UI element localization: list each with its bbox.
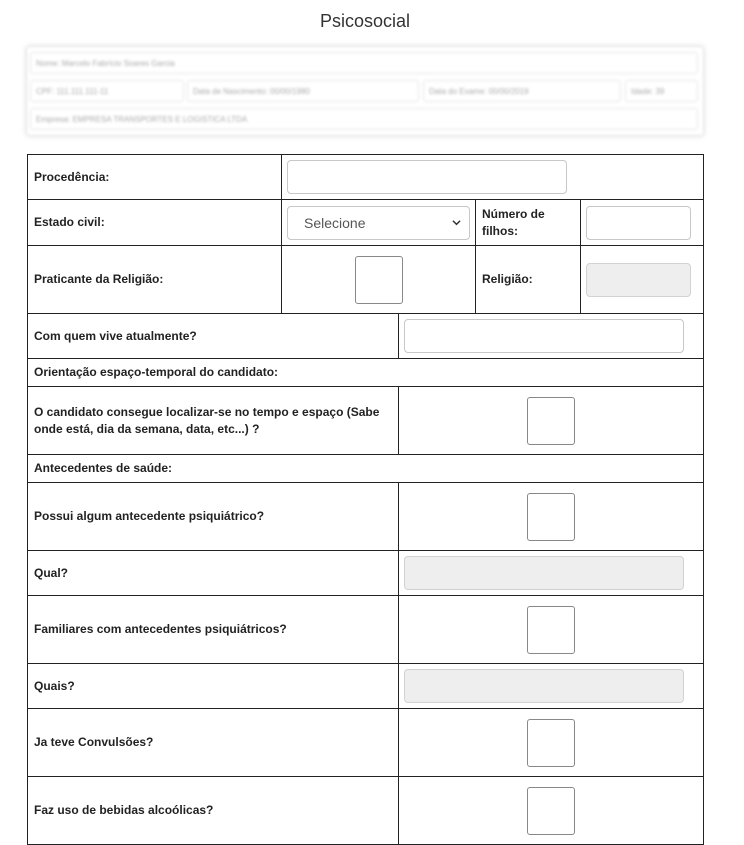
religiao-input[interactable] [586,263,691,297]
row-familiares [28,596,704,664]
alcool-checkbox[interactable] [527,787,575,835]
row-orientacao-header [28,359,704,387]
quais-label: Quais? [28,664,399,709]
praticante-religiao-checkbox[interactable] [355,256,403,304]
religiao-label: Religião: [476,246,581,314]
row-alcool [28,777,704,845]
localizar-checkbox[interactable] [527,397,575,445]
procedencia-input[interactable] [287,160,567,194]
patient-exam-date-field: Data do Exame: 00/00/2019 [423,80,621,102]
patient-birth-date-field: Data de Nascimento: 00/00/1980 [187,80,419,102]
patient-company-field: Empresa: EMPRESA TRANSPORTES E LOGISTICA LTDA [30,108,698,130]
convulsoes-label: Ja teve Convulsões? [28,709,399,777]
localizar-label: O candidato consegue localizar-se no tempo e espaço (Sabe onde está, dia da semana, data, etc...) ? [28,387,399,455]
patient-name-field: Nome: Marcelo Fabrício Soares Garcia [30,52,698,74]
psiquiatrico-checkbox[interactable] [527,493,575,541]
quais-input[interactable] [404,669,684,703]
row-antecedentes-header [28,455,704,483]
row-vive [28,314,704,359]
vive-input[interactable] [404,319,684,353]
row-convulsoes [28,709,704,777]
familiares-checkbox[interactable] [527,606,575,654]
psiquiatrico-label: Possui algum antecedente psiquiátrico? [28,483,399,551]
qual-label: Qual? [28,551,399,596]
praticante-religiao-label: Praticante da Religião: [28,246,282,314]
antecedentes-header: Antecedentes de saúde: [28,455,704,483]
patient-cpf-field: CPF: 111.111.111-11 [30,80,184,102]
alcool-label: Faz uso de bebidas alcoólicas? [28,777,399,845]
row-estado-civil [28,200,704,246]
row-quais [28,664,704,709]
row-religiao [28,246,704,314]
numero-filhos-label: Número de filhos: [476,200,581,246]
procedencia-label: Procedência: [28,155,282,200]
chevron-down-icon [452,218,461,227]
row-localizar [28,387,704,455]
estado-civil-selected-value: Selecione [304,214,366,231]
familiares-label: Familiares com antecedentes psiquiátricos? [28,596,399,664]
estado-civil-label: Estado civil: [28,200,282,246]
vive-label: Com quem vive atualmente? [28,314,399,359]
estado-civil-select[interactable] [287,206,470,240]
qual-input[interactable] [404,556,684,590]
row-procedencia [28,155,704,200]
psicosocial-form-table [27,154,704,845]
orientacao-header: Orientação espaço-temporal do candidato: [28,359,704,387]
numero-filhos-input[interactable] [586,206,691,240]
row-psiquiatrico [28,483,704,551]
convulsoes-checkbox[interactable] [527,719,575,767]
page-title: Psicosocial [319,11,411,31]
row-qual [28,551,704,596]
patient-info-panel [26,46,704,136]
patient-age-field: Idade: 39 [625,80,698,102]
